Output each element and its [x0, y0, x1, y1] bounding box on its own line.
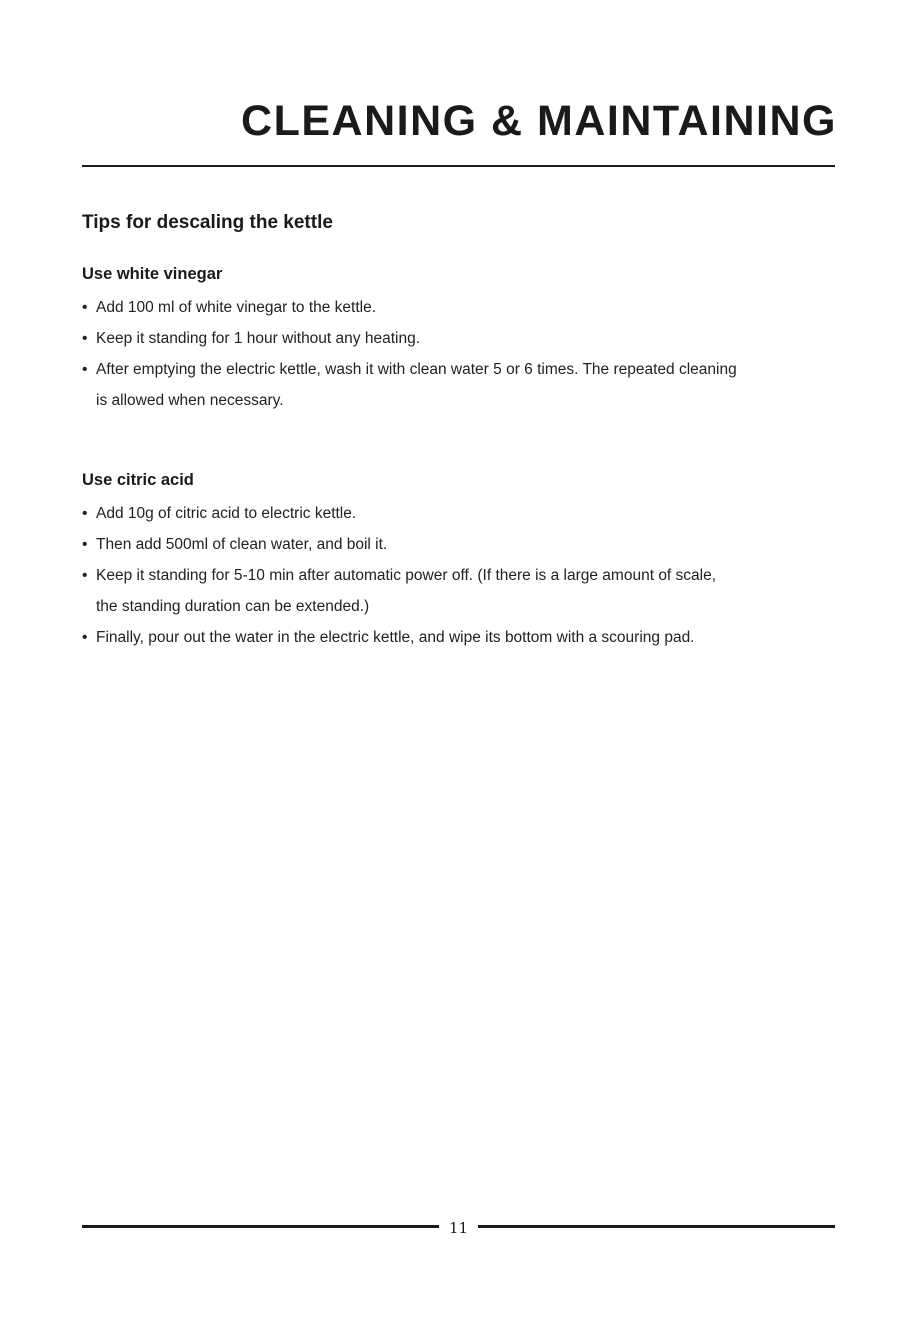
page-title: CLEANING & MAINTAINING	[241, 97, 837, 145]
title-divider	[82, 165, 835, 167]
list-item	[82, 292, 842, 323]
list-item	[82, 498, 842, 529]
page-footer	[82, 1216, 835, 1240]
page-number: 11	[448, 1219, 469, 1237]
citric-section	[82, 468, 842, 653]
list-item-text: • Keep it standing for 5-10 min after automatic power off. (If there is a large amount of scale,	[96, 567, 717, 584]
vinegar-section	[82, 262, 842, 416]
list-item-text: Then add 500ml of clean water, and boil it.	[96, 536, 388, 553]
footer-rule-left	[82, 1225, 439, 1228]
list-item	[82, 529, 842, 560]
vinegar-heading: Use white vinegar	[82, 265, 223, 283]
list-item-text: Add 10g of citric acid to electric kettle.	[96, 505, 357, 522]
citric-steps	[82, 498, 842, 653]
section-spacer	[82, 416, 842, 468]
footer-rule-right	[478, 1225, 835, 1228]
vinegar-steps	[82, 292, 842, 416]
list-item-text: Finally, pour out the water in the electric kettle, and wipe its bottom with a scouring pad.	[96, 629, 695, 646]
list-item	[82, 560, 842, 622]
list-item-text: Keep it standing for 1 hour without any heating.	[96, 330, 420, 347]
list-item-text-continued: is allowed when necessary.	[96, 392, 284, 409]
list-item	[82, 622, 842, 653]
list-item-text-continued: the standing duration can be extended.)	[96, 598, 370, 615]
list-item-text: Add 100 ml of white vinegar to the kettle.	[96, 299, 377, 316]
list-item	[82, 354, 842, 416]
section-title: Tips for descaling the kettle	[82, 212, 333, 233]
list-item	[82, 323, 842, 354]
citric-heading: Use citric acid	[82, 471, 194, 489]
list-item-text: • After emptying the electric kettle, wash it with clean water 5 or 6 times. The repeated cleaning	[96, 361, 737, 378]
page-content	[82, 210, 842, 653]
